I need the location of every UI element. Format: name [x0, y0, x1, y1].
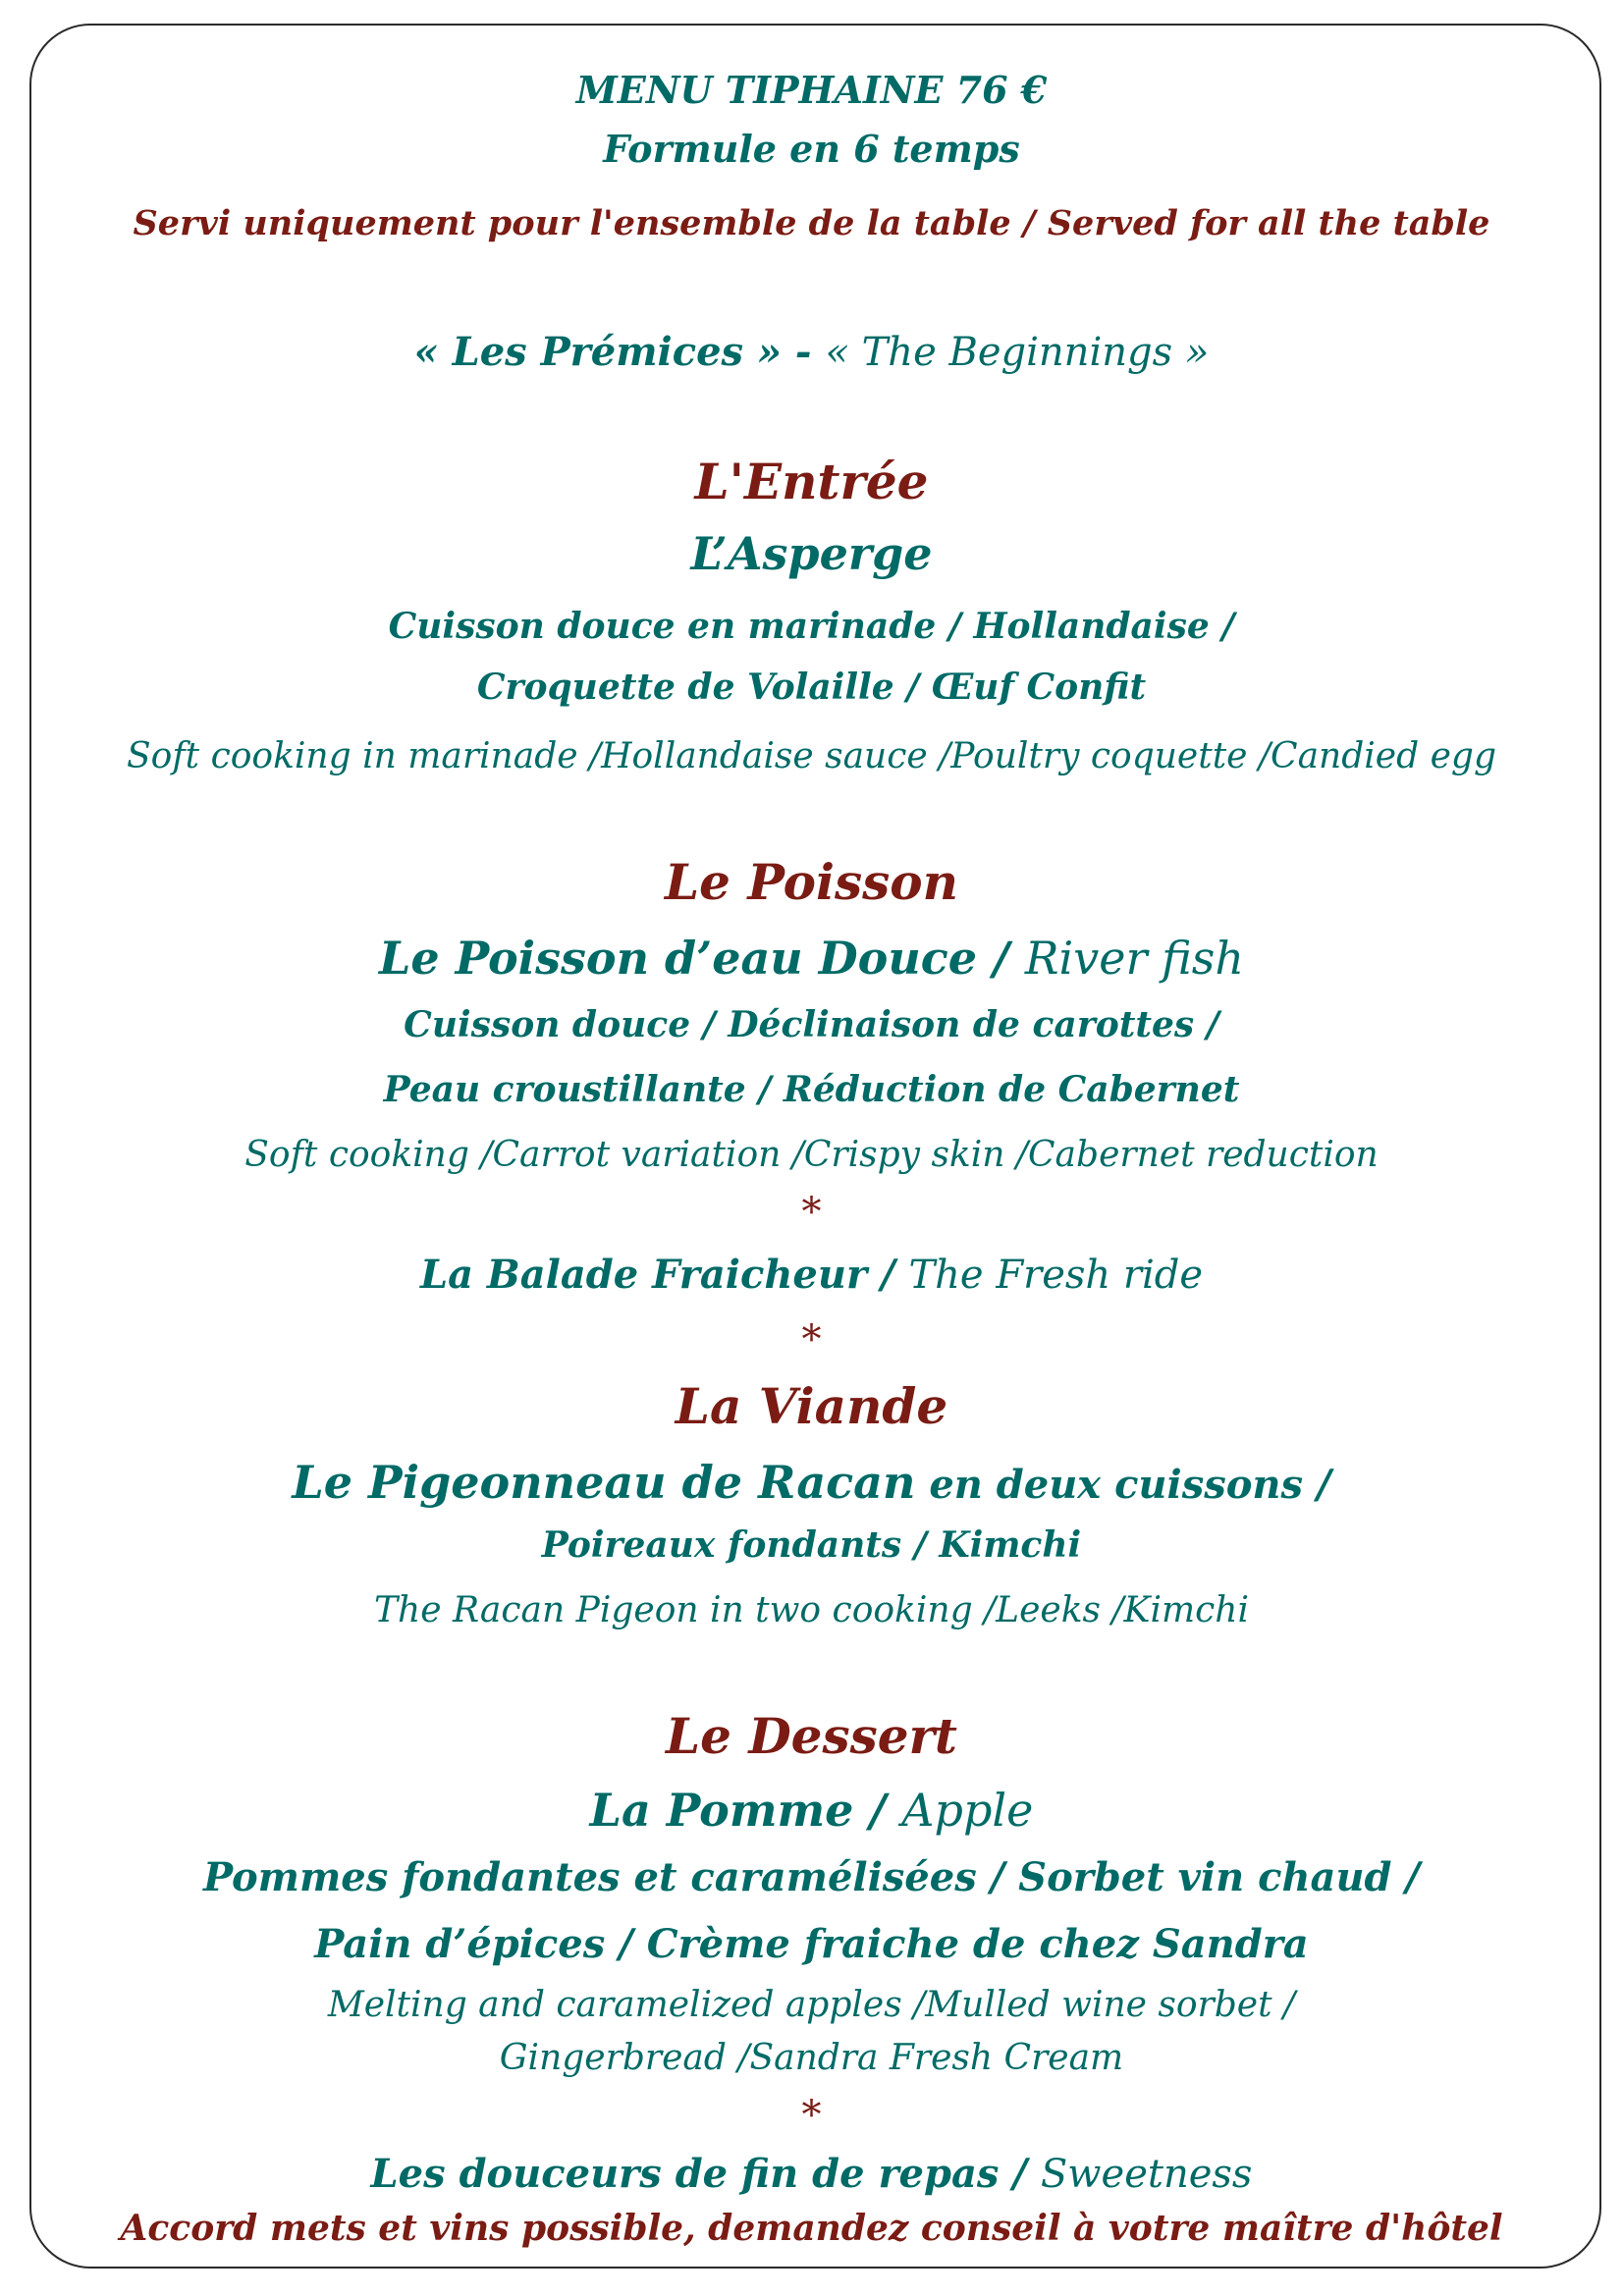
premices-en: « The Beginnings »	[825, 330, 1210, 375]
premices-line	[29, 330, 1594, 375]
douceurs-en: Sweetness	[1040, 2152, 1253, 2197]
premices-separator: -	[781, 329, 826, 375]
balade-en: The Fresh ride	[908, 1253, 1204, 1298]
dish-desc-en-viande: The Racan Pigeon in two cooking /Leeks /Kimchi	[374, 1590, 1249, 1630]
dish-desc-fr-poisson-2: Peau croustillante / Réduction de Cabernet	[383, 1069, 1240, 1110]
balade-line	[29, 1253, 1594, 1298]
dish-separator-dessert: /	[853, 1784, 902, 1837]
dish-line-viande	[29, 1457, 1594, 1509]
premices-fr: « Les Prémices »	[413, 329, 782, 375]
douceurs-fr: Les douceurs de fin de repas	[370, 2151, 1000, 2197]
course-title-dessert: Le Dessert	[665, 1707, 958, 1765]
menu-title: MENU TIPHAINE 76 €	[575, 68, 1048, 112]
dish-name-poisson: Le Poisson d’eau Douce	[378, 932, 978, 985]
dish-desc-fr-entree-2: Croquette de Volaille / Œuf Confit	[476, 667, 1147, 708]
dish-desc-fr-entree-1: Cuisson douce en marinade / Hollandaise /	[388, 606, 1235, 647]
dish-desc-fr-viande: Poireaux fondants / Kimchi	[541, 1524, 1082, 1566]
course-title-entree: L'Entrée	[694, 453, 929, 510]
dish-desc-en-dessert-1: Melting and caramelized apples /Mulled wine sorbet /	[327, 1985, 1296, 2025]
dish-name-viande: Le Pigeonneau de Racan	[292, 1456, 916, 1509]
dish-separator-poisson: /	[977, 932, 1025, 985]
dish-name-en-dessert: Apple	[901, 1784, 1034, 1837]
balade-fr: La Balade Fraicheur	[419, 1252, 868, 1298]
dish-name-en-poisson: River fish	[1024, 932, 1244, 985]
wine-pairing-note: Accord mets et vins possible, demandez conseil à votre maître d'hôtel	[120, 2208, 1503, 2249]
separator-star-1: *	[801, 1190, 822, 1235]
dish-desc-en-dessert-2: Gingerbread /Sandra Fresh Cream	[499, 2038, 1124, 2078]
table-service-note: Servi uniquement pour l'ensemble de la table / Served for all the table	[133, 203, 1490, 243]
douceurs-line	[29, 2152, 1594, 2197]
course-title-poisson: Le Poisson	[665, 853, 958, 911]
dish-line-poisson	[29, 933, 1594, 985]
dish-desc-fr-dessert-2: Pain d’épices / Crème fraiche de chez Sandra	[314, 1921, 1309, 1967]
dish-desc-fr-dessert-1: Pommes fondantes et caramélisées / Sorbet vin chaud /	[202, 1854, 1421, 1900]
dish-desc-fr-poisson-1: Cuisson douce / Déclinaison de carottes /	[404, 1004, 1219, 1045]
course-title-viande: La Viande	[675, 1377, 948, 1435]
separator-star-2: *	[801, 1317, 822, 1362]
dish-name-dessert: La Pomme	[589, 1784, 854, 1837]
balade-separator: /	[867, 1252, 909, 1298]
dish-desc-en-entree: Soft cooking in marinade /Hollandaise sauce /Poultry coquette /Candied egg	[127, 736, 1496, 776]
dish-desc-en-poisson: Soft cooking /Carrot variation /Crispy skin /Cabernet reduction	[244, 1135, 1379, 1175]
separator-star-3: *	[801, 2093, 822, 2138]
menu-formula: Formule en 6 temps	[603, 127, 1020, 171]
douceurs-separator: /	[999, 2151, 1041, 2197]
dish-name-rest-viande: en deux cuissons /	[915, 1462, 1331, 1508]
dish-line-dessert	[29, 1785, 1594, 1837]
dish-name-entree: L’Asperge	[690, 527, 933, 580]
